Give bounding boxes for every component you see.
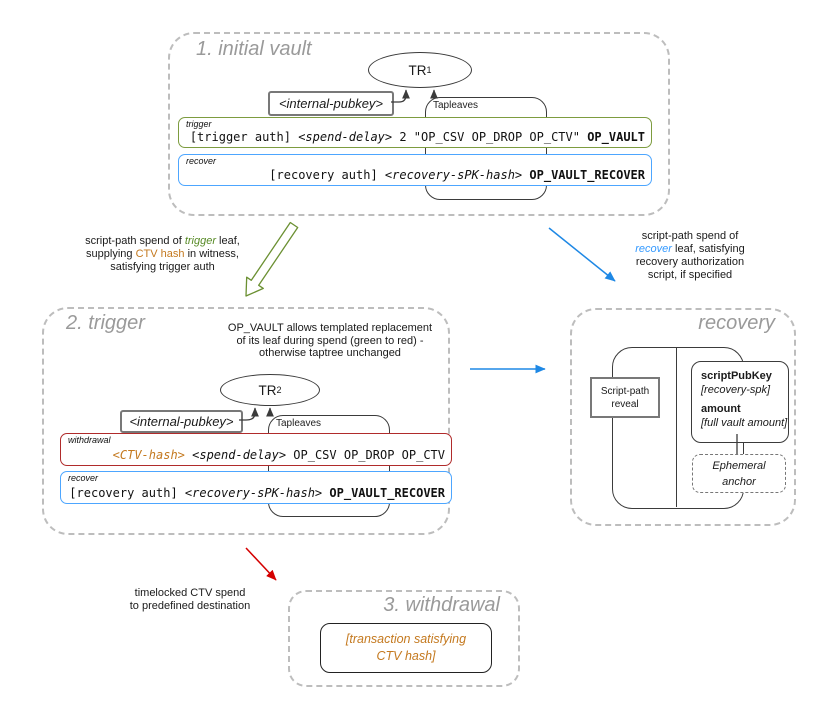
recover-leaf-label: recover	[186, 156, 217, 166]
trigger-title: 2. trigger	[66, 312, 145, 334]
tr2-label: TR	[258, 382, 277, 398]
taproot-node-tr2	[220, 374, 320, 406]
tr1-label: TR	[408, 62, 427, 78]
tapleaves-label: Tapleaves	[433, 100, 479, 111]
recovery-output-box	[691, 361, 789, 443]
recover-spend-annotation: script-path spend of recover leaf, satisfying recovery authorization script, if specified	[635, 230, 745, 281]
op-vault-note: OP_VAULT allows templated replacement of its leaf during spend (green to red) - otherwise taptree unchanged	[227, 322, 433, 359]
scriptpubkey-label: scriptPubKey	[701, 370, 772, 382]
scriptpubkey-value: [recovery-spk]	[701, 383, 771, 396]
trigger-leaf-label: trigger	[186, 119, 212, 129]
amount-label: amount	[701, 403, 741, 415]
recover-leaf-script: [recovery auth] <recovery-sPK-hash> OP_VAULT_RECOVER	[269, 168, 645, 182]
trigger-leaf	[178, 117, 652, 148]
taproot-node-tr1	[368, 52, 472, 88]
transaction-divider	[676, 347, 678, 507]
internal-pubkey-node: <internal-pubkey>	[268, 91, 394, 116]
timelocked-annotation: timelocked CTV spend to predefined destination	[129, 587, 251, 612]
internal-pubkey-node: <internal-pubkey>	[120, 410, 243, 433]
withdrawal-leaf	[60, 433, 452, 466]
recover-leaf-script: [recovery auth] <recovery-sPK-hash> OP_VAULT_RECOVER	[69, 486, 445, 500]
recovery-title: recovery	[698, 312, 775, 334]
recover-leaf	[60, 471, 452, 504]
initial-vault-title: 1. initial vault	[196, 38, 312, 60]
recover-leaf	[178, 154, 652, 186]
amount-value: [full vault amount]	[701, 416, 788, 429]
withdrawal-leaf-script: <CTV-hash> <spend-delay> OP_CSV OP_DROP OP_CTV	[112, 448, 445, 462]
green-arrow-initial-to-trigger	[246, 223, 298, 297]
withdrawal-tx-box: [transaction satisfying CTV hash]	[320, 623, 492, 673]
trigger-leaf-script: [trigger auth] <spend-delay> 2 "OP_CSV OP_DROP OP_CTV" OP_VAULT	[189, 130, 645, 144]
trigger-spend-annotation: script-path spend of trigger leaf, supplying CTV hash in witness, satisfying trigger auth	[85, 235, 240, 273]
red-arrow-trigger-to-withdrawal	[246, 548, 276, 580]
recover-leaf-label: recover	[68, 473, 99, 483]
withdrawal-leaf-label: withdrawal	[68, 435, 111, 445]
tr2-sub: 2	[276, 385, 282, 395]
script-path-reveal-box: Script-path reveal	[590, 377, 660, 418]
ephemeral-anchor-box: Ephemeral anchor	[692, 454, 786, 493]
tapleaves-label: Tapleaves	[276, 418, 322, 429]
withdrawal-title: 3. withdrawal	[383, 594, 500, 616]
tr1-sub: 1	[426, 65, 432, 75]
